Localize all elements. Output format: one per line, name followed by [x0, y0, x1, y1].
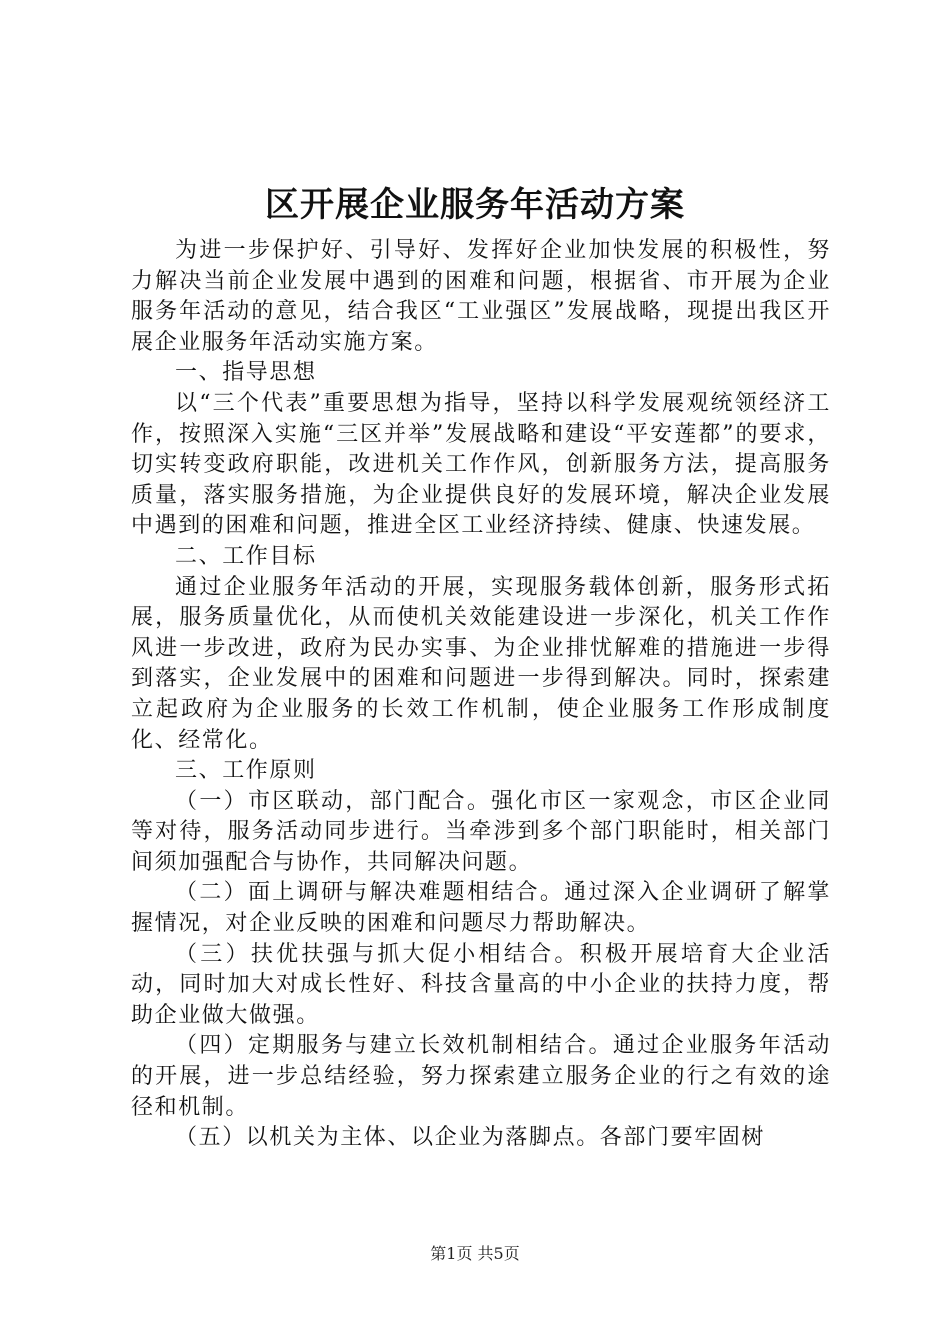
- document-body: [131, 236, 831, 1154]
- paragraph-principle-1: （一）市区联动，部门配合。强化市区一家观念，市区企业同等对待，服务活动同步进行。当牵涉到多个部门职能时，相关部门间须加强配合与协作，共同解决问题。: [131, 788, 831, 875]
- paragraph-intro: 为进一步保护好、引导好、发挥好企业加快发展的积极性，努力解决当前企业发展中遇到的困难和问题，根据省、市开展为企业服务年活动的意见，结合我区“工业强区”发展战略，现提出我区开展企业服务年活动实施方案。: [131, 238, 831, 355]
- section-heading-work-principles: 三、工作原则: [175, 758, 317, 784]
- page-number-label: 第1页 共5页: [430, 1244, 520, 1263]
- page-footer: [0, 1242, 950, 1266]
- paragraph-work-goals: 通过企业服务年活动的开展，实现服务载体创新，服务形式拓展，服务质量优化，从而使机关效能建设进一步深化，机关工作作风进一步改进，政府为民办实事、为企业排忧解难的措施进一步得到落实，企业发展中的困难和问题进一步得到解决。同时，探索建立起政府为企业服务的长效工作机制，使企业服务工作形成制度化、经常化。: [131, 574, 831, 753]
- document-title: 区开展企业服务年活动方案: [265, 185, 685, 225]
- paragraph-principle-4: （四）定期服务与建立长效机制相结合。通过企业服务年活动的开展，进一步总结经验，努力探索建立服务企业的行之有效的途径和机制。: [131, 1033, 831, 1120]
- section-heading-guiding-ideology: 一、指导思想: [175, 360, 317, 386]
- paragraph-principle-5: （五）以机关为主体、以企业为落脚点。各部门要牢固树: [175, 1125, 766, 1151]
- paragraph-principle-2: （二）面上调研与解决难题相结合。通过深入企业调研了解掌握情况，对企业反映的困难和问题尽力帮助解决。: [131, 880, 831, 937]
- paragraph-principle-3: （三）扶优扶强与抓大促小相结合。积极开展培育大企业活动，同时加大对成长性好、科技含量高的中小企业的扶持力度，帮助企业做大做强。: [131, 941, 831, 1028]
- paragraph-guiding-ideology: 以“三个代表”重要思想为指导，坚持以科学发展观统领经济工作，按照深入实施“三区并举”发展战略和建设“平安莲都”的要求，切实转变政府职能，改进机关工作作风，创新服务方法，提高服务质量，落实服务措施，为企业提供良好的发展环境，解决企业发展中遇到的困难和问题，推进全区工业经济持续、健康、快速发展。: [131, 390, 831, 539]
- section-heading-work-goals: 二、工作目标: [175, 543, 317, 569]
